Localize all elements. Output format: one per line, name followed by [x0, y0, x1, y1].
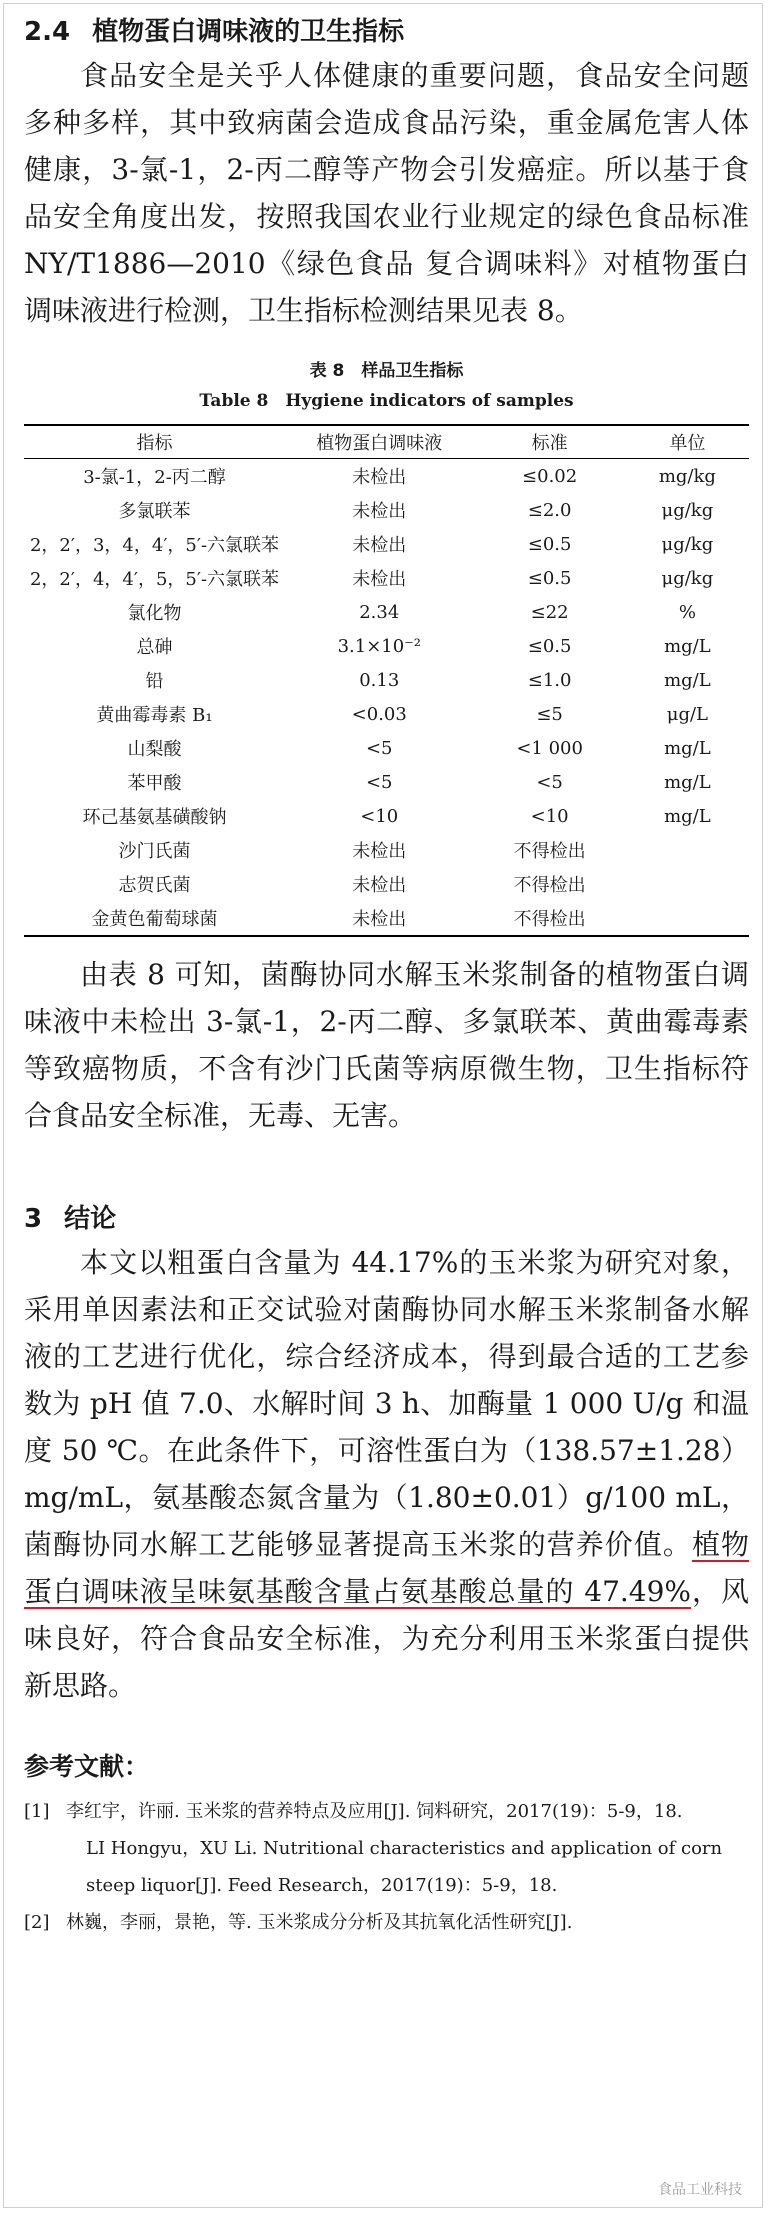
reference-tag: [2] [24, 1912, 50, 1933]
table-cell: ≤0.5 [527, 567, 572, 589]
conclusion-text-end: ，风味良好，符合食品安全标准，为充分利用玉米浆蛋白提供新思路。 [24, 1575, 749, 1702]
table-cell: 铅 [145, 671, 164, 692]
table-cell: 总砷 [136, 637, 173, 658]
highlighted-text: 植物蛋白调味液呈味氨基酸含量占氨基酸总量的 47.49% [24, 1528, 749, 1608]
table-cell: mg/L [664, 669, 711, 691]
watermark-text: 食品工业科技 [658, 2182, 742, 2198]
table-caption-cn: 表 8 样品卫生指标 [309, 361, 464, 381]
table-cell: 未检出 [352, 535, 407, 556]
table-row [24, 901, 749, 936]
table-cell: 苯甲酸 [127, 773, 182, 794]
table-cell: 未检出 [352, 569, 407, 590]
section-number: 3 [24, 1204, 43, 1234]
paragraph-conclusion [24, 1239, 749, 1709]
table-cell: <0.03 [351, 703, 407, 725]
table-cell: 未检出 [352, 467, 407, 488]
table-cell: <10 [360, 805, 399, 827]
reference-tag: [1] [24, 1801, 50, 1822]
table-cell: 2，2′，3，4，4′，5′-六氯联苯 [29, 535, 280, 556]
conclusion-text: 本文以粗蛋白含量为 44.17%的玉米浆为研究对象，采用单因素法和正交试验对菌酶协同水解玉米浆制备水解液的工艺进行优化，综合经济成本，得到最合适的工艺参数为 pH 值 7.0、水解时间 3 h、加酶量 1 000 U/g 和温度 50 ℃。在此条件下，可溶性蛋白为（138.57±1.28）mg/mL，氨基酸态氮含量为（1.80±0.01）g/100 mL，菌酶协同水解工艺能够显著提高玉米浆的营养价值。 [24, 1246, 749, 1561]
table-cell [626, 833, 749, 867]
table-cell: mg/L [664, 737, 711, 759]
table-caption-en: Table 8 Hygiene indicators of samples [199, 391, 574, 411]
table-cell: 志贺氏菌 [118, 875, 191, 896]
paragraph-food-safety: 食品安全是关乎人体健康的重要问题，食品安全问题多种多样，其中致病菌会造成食品污染，重金属危害人体健康，3-氯-1，2-丙二醇等产物会引发癌症。所以基于食品安全角度出发，按照我国农业行业规定的绿色食品标准 NY/T1886—2010《绿色食品 复合调味料》对植物蛋白调味液进行检测，卫生指标检测结果见表 8。 [24, 59, 749, 327]
document-body [24, 12, 749, 1941]
table-row [24, 867, 749, 901]
table-cell: 0.13 [359, 669, 400, 691]
table-cell: mg/kg [658, 465, 716, 487]
table-row [24, 663, 749, 697]
table-cell: 不得检出 [513, 875, 586, 896]
table-cell: μg/kg [661, 533, 714, 555]
hygiene-table-wrap [24, 424, 749, 937]
table-cell: <5 [365, 737, 393, 759]
table-cell: % [678, 601, 696, 623]
table-cell: 不得检出 [513, 909, 586, 930]
table-cell: 多氯联苯 [118, 501, 191, 522]
section-title: 结论 [64, 1204, 117, 1234]
table-cell: mg/L [664, 805, 711, 827]
table-row [24, 595, 749, 629]
table-row [24, 459, 749, 494]
table-cell: ≤2.0 [527, 499, 572, 521]
table-cell: μg/L [666, 703, 708, 725]
page-frame [3, 3, 763, 2208]
table-cell: mg/L [664, 635, 711, 657]
reference-cn: 李红宇，许丽. 玉米浆的营养特点及应用[J]. 饲料研究，2017(19)：5-9，18. [66, 1801, 683, 1822]
table-header: 指标 [136, 433, 173, 454]
table-header: 植物蛋白调味液 [316, 433, 443, 454]
table-row [24, 697, 749, 731]
references-heading: 参考文献： [24, 1752, 150, 1781]
reference-item [24, 1904, 749, 1941]
table-cell: 3.1×10⁻² [337, 635, 421, 657]
table-row [24, 493, 749, 527]
table-cell: 未检出 [352, 841, 407, 862]
section-2-4-heading [24, 12, 749, 52]
table-cell: ≤1.0 [527, 669, 572, 691]
table-cell: 3-氯-1，2-丙二醇 [83, 467, 226, 488]
table-cell: ≤0.02 [522, 465, 578, 487]
table-cell: ≤22 [530, 601, 569, 623]
table-row [24, 561, 749, 595]
table-cell: mg/L [664, 771, 711, 793]
table-cell [626, 901, 749, 936]
table-cell: μg/kg [661, 567, 714, 589]
table-cell: <10 [530, 805, 569, 827]
table-row [24, 527, 749, 561]
table-cell: 2，2′，4，4′，5，5′-六氯联苯 [29, 569, 280, 590]
table-cell [626, 867, 749, 901]
table-cell: μg/kg [661, 499, 714, 521]
table-cell: 黄曲霉毒素 B₁ [96, 705, 213, 726]
table-row [24, 629, 749, 663]
paragraph-table-summary: 由表 8 可知，菌酶协同水解玉米浆制备的植物蛋白调味液中未检出 3-氯-1，2-丙二醇、多氯联苯、黄曲霉毒素等致癌物质，不含有沙门氏菌等病原微生物，卫生指标符合食品安全标准，无毒、无害。 [24, 958, 749, 1132]
table-header: 标准 [531, 433, 568, 454]
reference-cn: 林巍，李丽，景艳，等. 玉米浆成分分析及其抗氧化活性研究[J]. [66, 1912, 573, 1933]
hygiene-table [24, 424, 749, 937]
table-cell: 金黄色葡萄球菌 [91, 909, 218, 930]
table-cell: 沙门氏菌 [118, 841, 191, 862]
table-row [24, 765, 749, 799]
reference-en: LI Hongyu，XU Li. Nutritional characteristics and application of corn steep liquor[J]. Feed Research，2017(19)：5-9，18. [86, 1838, 723, 1896]
table-cell: 2.34 [359, 601, 400, 623]
table-cell: <5 [365, 771, 393, 793]
table-cell: <5 [536, 771, 563, 793]
section-number: 2.4 [24, 17, 71, 47]
section-title: 植物蛋白调味液的卫生指标 [92, 17, 405, 47]
table-cell: 环己基氨基磺酸钠 [82, 807, 227, 828]
table-cell: 山梨酸 [127, 739, 182, 760]
table-row [24, 799, 749, 833]
table-cell: ≤0.5 [527, 635, 572, 657]
table-header-row [24, 425, 749, 459]
table-row [24, 833, 749, 867]
table-cell: 不得检出 [513, 841, 586, 862]
section-3-heading [24, 1199, 749, 1239]
table-header: 单位 [669, 433, 706, 454]
table-row [24, 731, 749, 765]
table-cell: 未检出 [352, 909, 407, 930]
table-cell: ≤5 [536, 703, 563, 725]
reference-item [24, 1793, 749, 1904]
table-cell: ≤0.5 [527, 533, 572, 555]
table-cell: 未检出 [352, 875, 407, 896]
table-cell: <1 000 [516, 737, 583, 759]
table-cell: 氯化物 [127, 603, 182, 624]
table-cell: 未检出 [352, 501, 407, 522]
